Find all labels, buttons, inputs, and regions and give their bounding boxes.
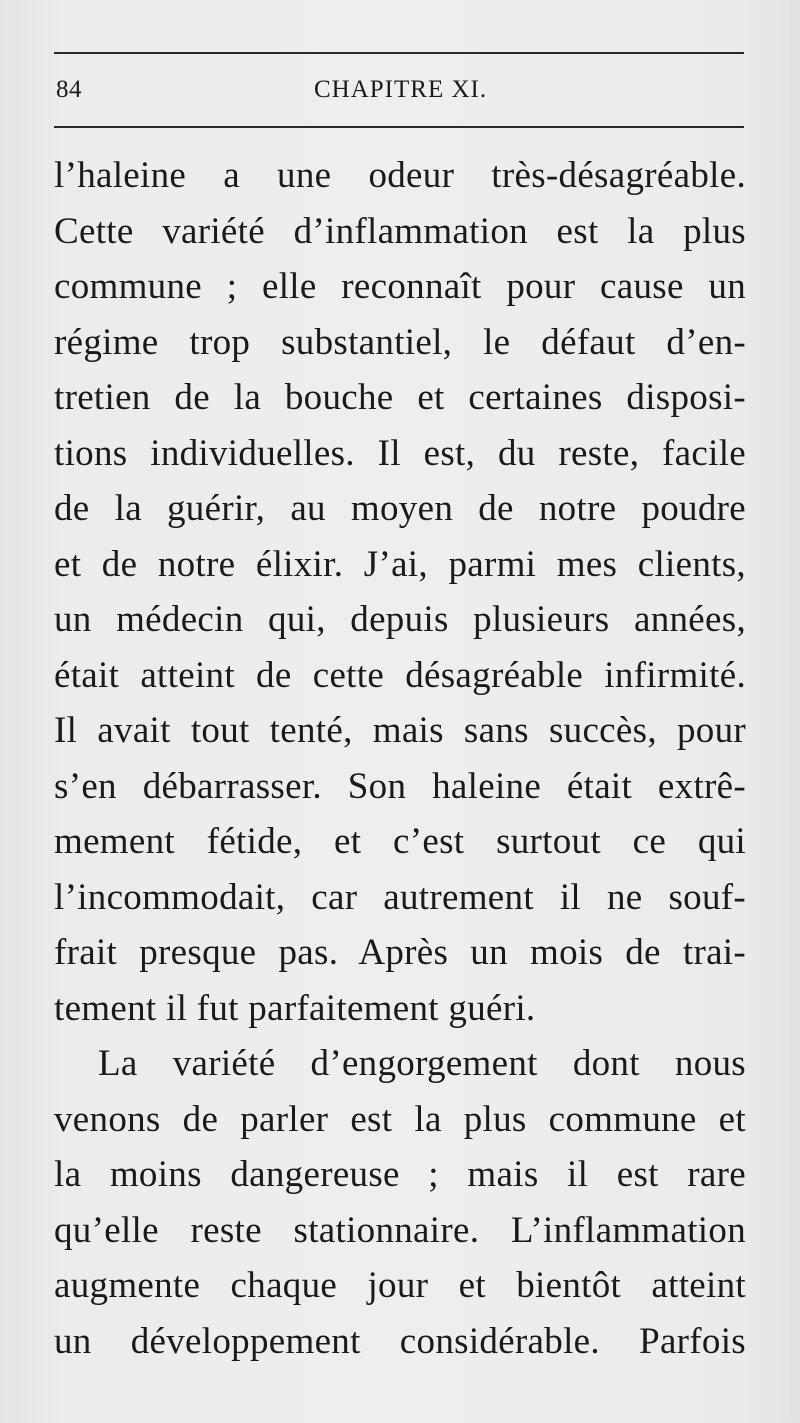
- text-line: un médecin qui, depuis plusieurs années,: [54, 599, 746, 640]
- header-bottom-rule: [54, 126, 744, 128]
- text-line: l’haleine a une odeur très-désagréable.: [54, 155, 746, 196]
- text-line: venons de parler est la plus commune et: [54, 1098, 746, 1140]
- text-line: régime trop substantiel, le défaut d’en-: [54, 321, 746, 363]
- text-line: un développement considérable. Parfois: [54, 1320, 746, 1362]
- text-line: Cette variété d’inflammation est la plus: [54, 210, 746, 252]
- text-line: la moins dangereuse ; mais il est rare: [54, 1154, 746, 1195]
- body-text: [54, 148, 746, 1369]
- text-line: de la guérir, au moyen de notre poudre: [54, 488, 746, 529]
- paragraph-first-line: La variété d’engorgement dont nous: [98, 1043, 746, 1084]
- text-line: s’en débarrasser. Son haleine était extrê-: [54, 765, 746, 807]
- page-header: [54, 72, 744, 108]
- text-line: et de notre élixir. J’ai, parmi mes clients,: [54, 543, 746, 585]
- paragraph-last-line: tement il fut parfaitement guéri.: [54, 987, 536, 1029]
- text-line: était atteint de cette désagréable infirmité.: [54, 654, 746, 696]
- text-line: qu’elle reste stationnaire. L’inflammation: [54, 1209, 746, 1251]
- text-line: augmente chaque jour et bientôt atteint: [54, 1265, 746, 1306]
- text-line: commune ; elle reconnaît pour cause un: [54, 266, 746, 307]
- text-line: mement fétide, et c’est surtout ce qui: [54, 821, 746, 862]
- text-line: l’incommodait, car autrement il ne souf-: [54, 876, 746, 918]
- chapter-running-head: CHAPITRE XI.: [314, 76, 488, 103]
- text-line: Il avait tout tenté, mais sans succès, pour: [54, 710, 746, 751]
- header-top-rule: [54, 52, 744, 54]
- text-line: tretien de la bouche et certaines disposi-: [54, 377, 746, 418]
- text-line: tions individuelles. Il est, du reste, facile: [54, 432, 746, 474]
- text-line: frait presque pas. Après un mois de trai-: [54, 932, 746, 973]
- page-number: 84: [56, 76, 82, 103]
